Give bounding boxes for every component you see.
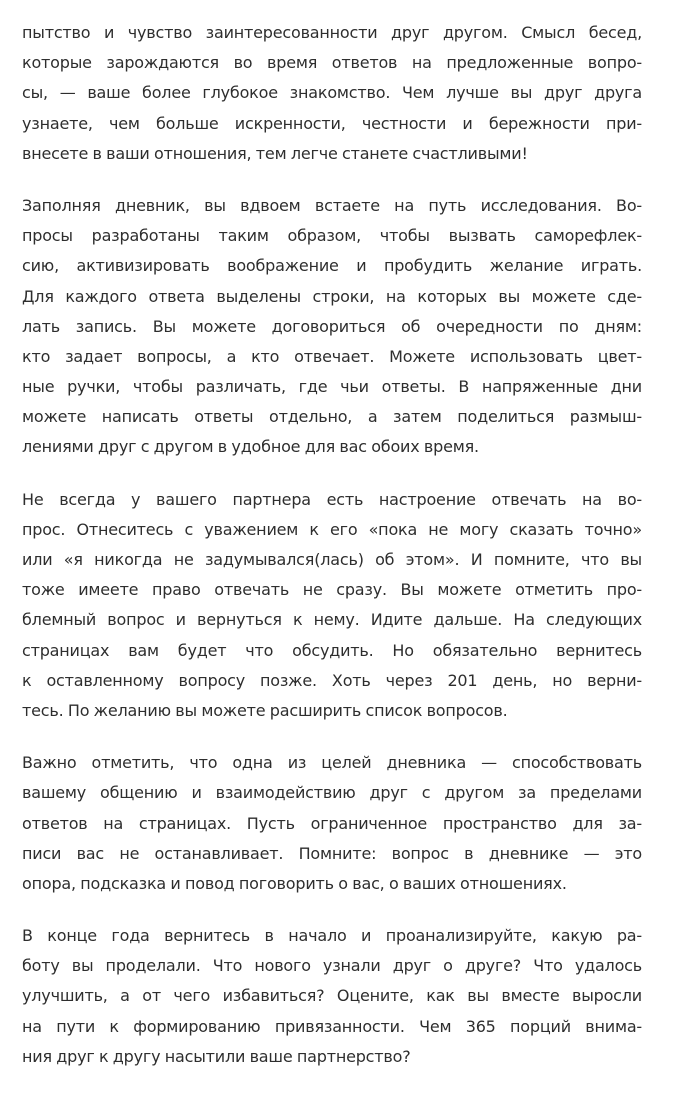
text-line: страницах вам будет что обсудить. Но обязательно вернитесь: [22, 640, 642, 660]
text-line: сы, — ваше более глубокое знакомство. Чем лучше вы друг друга: [22, 83, 642, 103]
text-line: кто задает вопросы, а кто отвечает. Можете использовать цвет-: [22, 346, 642, 366]
text-line: лать запись. Вы можете договориться об очередности по дням:: [22, 316, 642, 336]
text-line: Важно отметить, что одна из целей дневника — способствовать: [22, 753, 642, 773]
paragraph-4: [22, 748, 642, 899]
text-line: прос. Отнеситесь с уважением к его «пока не могу сказать точно»: [22, 519, 642, 539]
paragraph-2: [22, 191, 642, 463]
text-line: улучшить, а от чего избавиться? Оцените, как вы вместе выросли: [22, 986, 642, 1006]
text-line: на пути к формированию привязанности. Чем 365 порций внима-: [22, 1016, 642, 1036]
text-line: или «я никогда не задумывался(лась) об этом». И помните, что вы: [22, 550, 642, 569]
text-line: Не всегда у вашего партнера есть настроение отвечать на во-: [22, 489, 642, 509]
text-line: просы разработаны таким образом, чтобы вызвать саморефлек-: [22, 226, 642, 246]
text-line: сию, активизировать воображение и пробудить желание играть.: [22, 256, 642, 276]
text-line: опора, подсказка и повод поговорить о вас, о ваших отношениях.: [22, 873, 567, 893]
text-line: пытство и чувство заинтересованности друг другом. Смысл бесед,: [22, 23, 642, 42]
text-line: внесете в ваши отношения, тем легче станете счастливыми!: [22, 143, 528, 163]
text-line: узнаете, чем больше искренности, честности и бережности при-: [22, 113, 642, 133]
text-line: тоже имеете право отвечать не сразу. Вы можете отметить про-: [22, 580, 642, 600]
text-line: писи вас не останавливает. Помните: вопрос в дневнике — это: [22, 843, 642, 863]
text-line: Заполняя дневник, вы вдвоем встаете на путь исследования. Во-: [22, 195, 642, 215]
paragraph-3: [22, 485, 642, 727]
text-line: ответов на страницах. Пусть ограниченное пространство для за-: [22, 813, 642, 833]
text-line: Для каждого ответа выделены строки, на которых вы можете сде-: [22, 286, 642, 306]
text-line: можете написать ответы отдельно, а затем поделиться размыш-: [22, 407, 642, 427]
text-line: ния друг к другу насытили ваше партнерство?: [22, 1046, 411, 1066]
text-line: боту вы проделали. Что нового узнали друг о друге? Что удалось: [22, 956, 642, 976]
text-line: лениями друг с другом в удобное для вас обоих время.: [22, 437, 479, 457]
text-line: тесь. По желанию вы можете расширить список вопросов.: [22, 700, 508, 720]
text-line: блемный вопрос и вернуться к нему. Идите дальше. На следующих: [22, 610, 642, 630]
text-line: ные ручки, чтобы различать, где чьи ответы. В напряженные дни: [22, 377, 642, 397]
body-text: [22, 18, 642, 1094]
text-line: к оставленному вопросу позже. Хоть через 201 день, но верни-: [22, 670, 642, 690]
text-line: которые зарождаются во время ответов на предложенные вопро-: [22, 53, 642, 73]
text-line: В конце года вернитесь в начало и проанализируйте, какую ра-: [22, 926, 642, 946]
paragraph-1: [22, 18, 642, 169]
text-line: вашему общению и взаимодействию друг с другом за пределами: [22, 783, 642, 803]
paragraph-5: [22, 921, 642, 1072]
